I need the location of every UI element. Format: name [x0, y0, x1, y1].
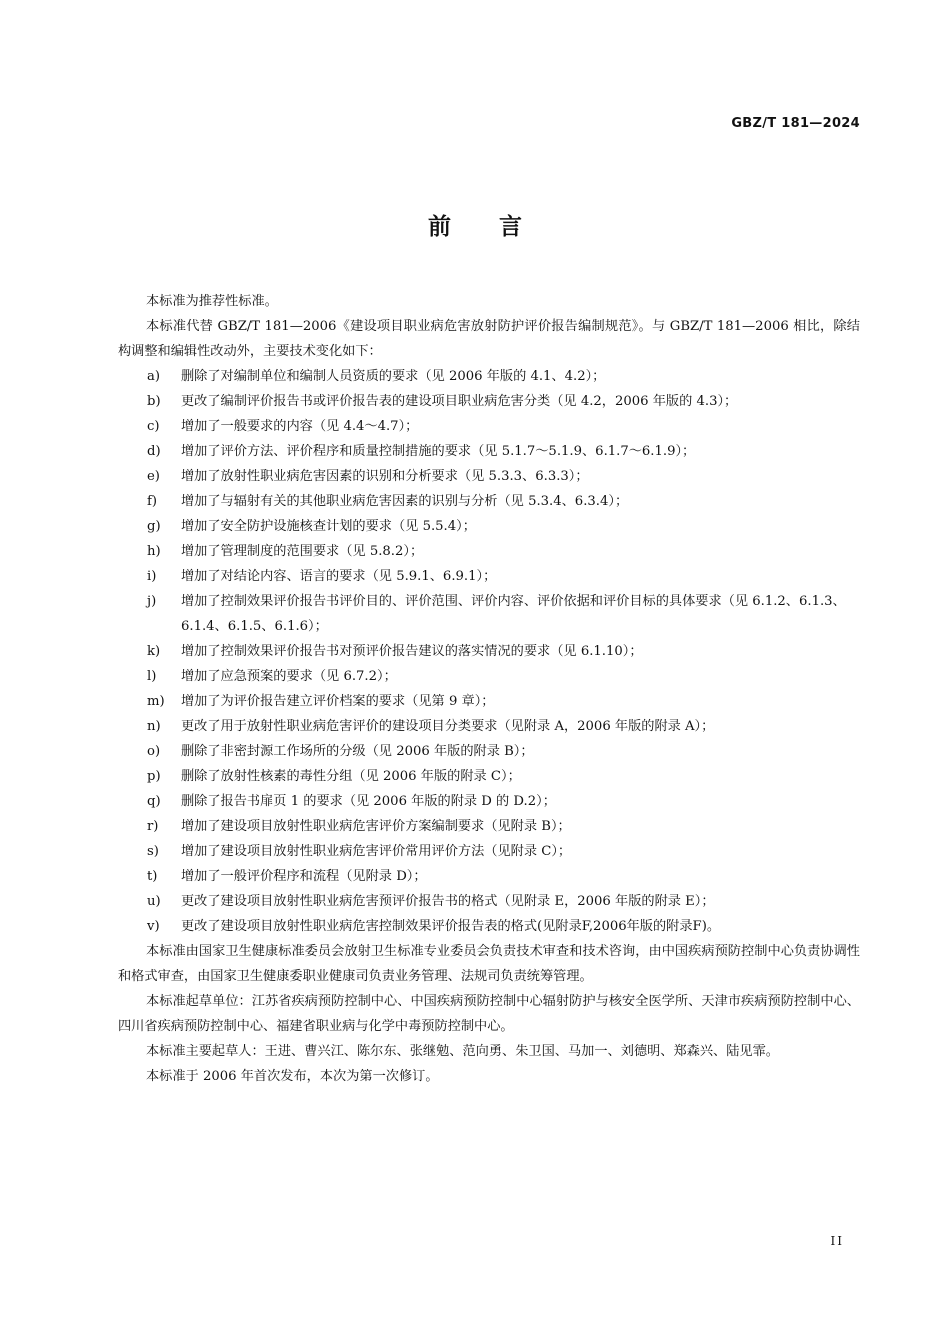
change-item: [118, 639, 860, 664]
change-item-text: 更改了用于放射性职业病危害评价的建设项目分类要求（见附录 A，2006 年版的附录 A）；: [181, 719, 715, 734]
change-item: [118, 389, 860, 414]
change-item-text: 增加了管理制度的范围要求（见 5.8.2）；: [181, 544, 424, 559]
change-item: [118, 814, 860, 839]
change-item-marker: o): [147, 744, 161, 759]
change-item-text: 增加了为评价报告建立评价档案的要求（见第 9 章）；: [181, 694, 495, 709]
change-item: [118, 914, 860, 939]
change-item-marker: j): [147, 594, 157, 609]
change-item: [118, 764, 860, 789]
closing-paragraph: 本标准主要起草人：王进、曹兴江、陈尔东、张继勉、范向勇、朱卫国、马加一、刘德明、郑森兴、陆见霏。: [146, 1044, 779, 1059]
change-item: [118, 589, 860, 639]
change-item: [118, 439, 860, 464]
change-item: [118, 689, 860, 714]
foreword-body: [118, 289, 860, 1089]
change-item-marker: d): [147, 444, 161, 459]
change-item-text: 增加了放射性职业病危害因素的识别和分析要求（见 5.3.3、6.3.3）；: [181, 469, 589, 484]
change-item-marker: u): [147, 894, 161, 909]
change-item: [118, 889, 860, 914]
change-item-text: 删除了对编制单位和编制人员资质的要求（见 2006 年版的 4.1、4.2）；: [181, 369, 606, 384]
page-title: 前言: [428, 214, 570, 240]
change-item-text: 更改了建设项目放射性职业病危害预评价报告书的格式（见附录 E，2006 年版的附录 E）；: [181, 894, 715, 909]
change-item-text: 更改了建设项目放射性职业病危害控制效果评价报告表的格式(见附录F,2006年版的附录F)。: [181, 919, 721, 934]
change-item-marker: h): [147, 544, 161, 559]
change-item-marker: f): [147, 494, 158, 509]
intro-paragraph: 本标准代替 GBZ/T 181—2006《建设项目职业病危害放射防护评价报告编制规范》。与 GBZ/T 181—2006 相比，除结构调整和编辑性改动外，主要技术变化如下：: [118, 319, 860, 359]
change-item-marker: t): [147, 869, 158, 884]
change-item: [118, 714, 860, 739]
change-item-marker: e): [147, 469, 160, 484]
change-item-text: 增加了评价方法、评价程序和质量控制措施的要求（见 5.1.7～5.1.9、6.1.7～6.1.9）；: [181, 444, 696, 459]
change-item-text: 增加了控制效果评价报告书对预评价报告建议的落实情况的要求（见 6.1.10）；: [181, 644, 643, 659]
change-item-text: 增加了与辐射有关的其他职业病危害因素的识别与分析（见 5.3.4、6.3.4）；: [181, 494, 629, 509]
change-item-marker: g): [147, 519, 161, 534]
change-item: [118, 789, 860, 814]
change-item: [118, 489, 860, 514]
change-item-text: 增加了建设项目放射性职业病危害评价方案编制要求（见附录 B）；: [181, 819, 571, 834]
change-item-text: 增加了一般要求的内容（见 4.4～4.7）；: [181, 419, 419, 434]
change-item-text: 更改了编制评价报告书或评价报告表的建设项目职业病危害分类（见 4.2，2006 年版的 4.3）；: [181, 394, 738, 409]
change-item-text: 删除了放射性核素的毒性分组（见 2006 年版的附录 C）；: [181, 769, 521, 784]
change-item-text: 增加了控制效果评价报告书评价目的、评价范围、评价内容、评价依据和评价目标的具体要求（见 6.1.2、6.1.3、6.1.4、6.1.5、6.1.6）；: [181, 594, 846, 634]
change-item-marker: a): [147, 369, 161, 384]
intro-paragraph: 本标准为推荐性标准。: [146, 294, 278, 309]
closing-paragraph: 本标准由国家卫生健康标准委员会放射卫生标准专业委员会负责技术审查和技术咨询，由中国疾病预防控制中心负责协调性和格式审查，由国家卫生健康委职业健康司负责业务管理、法规司负责统筹管理。: [118, 944, 860, 984]
changes-list: [118, 364, 860, 939]
change-item-text: 删除了报告书扉页 1 的要求（见 2006 年版的附录 D 的 D.2）；: [181, 794, 556, 809]
closing-paragraph: 本标准于 2006 年首次发布，本次为第一次修订。: [146, 1069, 439, 1084]
change-item-marker: i): [147, 569, 157, 584]
change-item: [118, 539, 860, 564]
change-item-text: 增加了建设项目放射性职业病危害评价常用评价方法（见附录 C）；: [181, 844, 572, 859]
change-item: [118, 464, 860, 489]
change-item: [118, 864, 860, 889]
change-item: [118, 839, 860, 864]
change-item-text: 删除了非密封源工作场所的分级（见 2006 年版的附录 B）；: [181, 744, 534, 759]
change-item: [118, 414, 860, 439]
change-item-text: 增加了一般评价程序和流程（见附录 D）；: [181, 869, 427, 884]
change-item-marker: v): [147, 919, 160, 934]
change-item-text: 增加了对结论内容、语言的要求（见 5.9.1、6.9.1）；: [181, 569, 497, 584]
change-item: [118, 364, 860, 389]
change-item-marker: k): [147, 644, 161, 659]
change-item-marker: n): [147, 719, 161, 734]
change-item-text: 增加了应急预案的要求（见 6.7.2）；: [181, 669, 397, 684]
change-item-text: 增加了安全防护设施核查计划的要求（见 5.5.4）；: [181, 519, 476, 534]
change-item-marker: p): [147, 769, 161, 784]
change-item: [118, 564, 860, 589]
change-item-marker: r): [147, 819, 159, 834]
change-item: [118, 664, 860, 689]
change-item-marker: s): [147, 844, 159, 859]
change-item-marker: c): [147, 419, 160, 434]
change-item-marker: q): [147, 794, 161, 809]
change-item: [118, 739, 860, 764]
change-item-marker: b): [147, 394, 161, 409]
standard-code: GBZ/T 181—2024: [731, 116, 860, 131]
change-item: [118, 514, 860, 539]
page-number: II: [830, 1234, 844, 1248]
change-item-marker: m): [147, 694, 165, 709]
closing-paragraph: 本标准起草单位：江苏省疾病预防控制中心、中国疾病预防控制中心辐射防护与核安全医学所、天津市疾病预防控制中心、四川省疾病预防控制中心、福建省职业病与化学中毒预防控制中心。: [118, 994, 860, 1034]
change-item-marker: l): [147, 669, 157, 684]
